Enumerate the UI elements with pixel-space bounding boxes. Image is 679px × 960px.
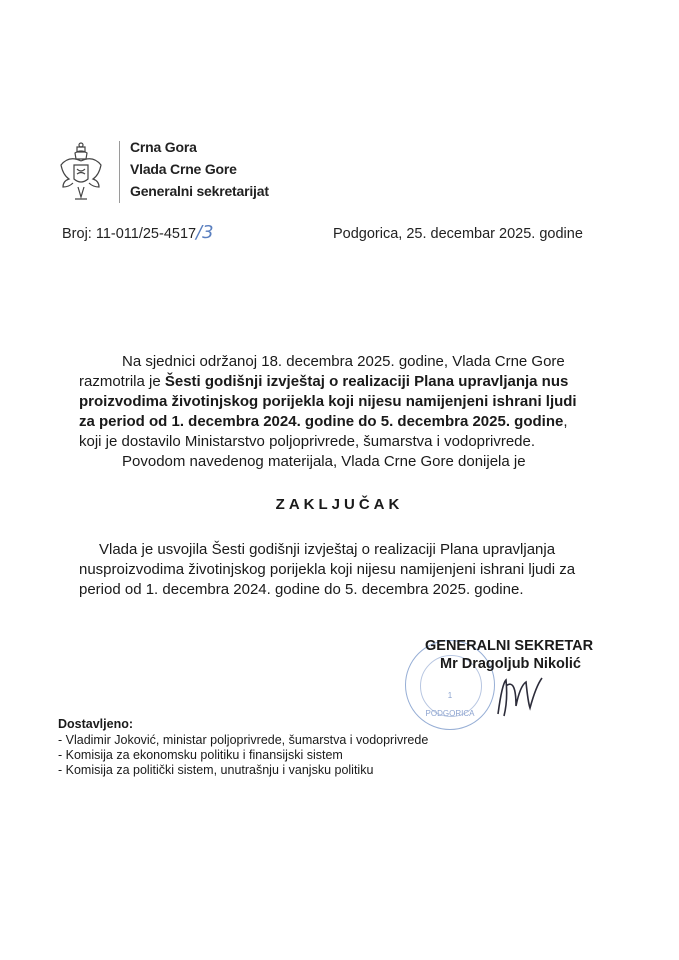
conclusion-line: Vlada je usvojila Šesti godišnji izvještaj o realizaciji Plana upravljanja <box>99 541 556 558</box>
place-date: Podgorica, 25. decembar 2025. godine <box>333 226 583 242</box>
handwritten-signature-icon <box>492 666 552 726</box>
header-divider <box>119 141 120 203</box>
intro-paragraph <box>79 352 625 472</box>
conclusion-line: period od 1. decembra 2024. godine do 5. decembra 2025. godine. <box>79 581 524 598</box>
intro-line: koji je dostavilo Ministarstvo poljoprivrede, šumarstva i vodoprivrede. <box>79 433 536 450</box>
header-secretariat: Generalni sekretarijat <box>130 183 269 199</box>
report-title-part: za period od 1. decembra 2024. godine do 5. decembra 2025. godine <box>79 413 564 430</box>
intro-line: Na sjednici održanoj 18. decembra 2025. godine, Vlada Crne Gore <box>122 353 565 370</box>
report-title-part: Šesti godišnji izvještaj o realizaciji Plana upravljanja nus <box>164 373 569 390</box>
conclusion-title: ZAKLJUČAK <box>275 496 404 513</box>
intro-line: razmotrila je <box>79 373 165 390</box>
intro-line: Povodom navedenog materijala, Vlada Crne Gore donijela je <box>122 453 526 470</box>
signatory-title: GENERALNI SEKRETAR <box>425 638 594 654</box>
document-number: Broj: 11-011/25-4517 <box>62 226 197 242</box>
conclusion-line: nusproizvodima životinjskog porijekla koji nijesu namijenjeni ishrani ljudi za <box>79 561 576 578</box>
stamp-number: 1 <box>447 691 453 700</box>
stamp-city: PODGORICA <box>425 709 475 718</box>
header-country: Crna Gora <box>130 139 197 155</box>
distribution-item: - Komisija za politički sistem, unutrašnju i vanjsku politiku <box>58 763 374 777</box>
conclusion-paragraph <box>79 540 625 600</box>
distribution-item: - Vladimir Joković, ministar poljoprivrede, šumarstva i vodoprivrede <box>58 733 429 747</box>
coat-of-arms-icon <box>58 141 104 203</box>
header-government: Vlada Crne Gore <box>130 161 237 177</box>
distribution-list <box>58 733 428 778</box>
report-title-part: proizvodima životinjskog porijekla koji nijesu namijenjeni ishrani ljudi <box>79 393 577 410</box>
distribution-title: Dostavljeno: <box>58 717 134 731</box>
handwritten-suffix: /3 <box>196 222 214 243</box>
distribution-item: - Komisija za ekonomsku politiku i finansijski sistem <box>58 748 343 762</box>
signatory-name: Mr Dragoljub Nikolić <box>440 656 581 672</box>
punctuation: , <box>563 413 568 430</box>
